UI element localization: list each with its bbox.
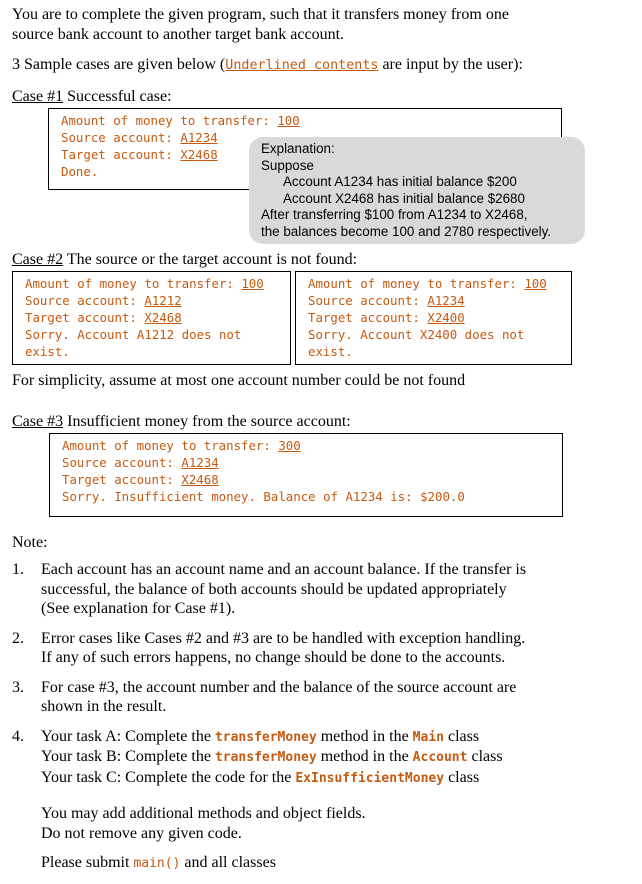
- note-item: 3. For case #3, the account number and the balance of the source account are shown in the result.: [12, 678, 517, 715]
- case2-title-text: The source or the target account is not found:: [63, 251, 358, 268]
- case3-console: [49, 433, 563, 517]
- case1-title: [12, 88, 172, 106]
- explanation-line: Account A1234 has initial balance $200: [283, 174, 517, 190]
- console-line: Source account: A1234: [308, 293, 465, 308]
- explanation-line: Account X2468 has initial balance $2680: [283, 190, 525, 206]
- note-list: [12, 560, 632, 884]
- intro-line-2: source bank account to another target bank account.: [12, 26, 345, 43]
- case1-label: Case #1: [12, 88, 64, 105]
- task-c: Your task C: Complete the code for the ExInsufficientMoney class: [41, 768, 480, 786]
- note-item: 2. Error cases like Cases #2 and #3 are to be handled with exception handling. If any of such errors happens, no change should be done to the accounts.: [12, 629, 526, 666]
- sample-prefix: 3 Sample cases are given below (: [12, 56, 226, 73]
- case2-console-left: [12, 271, 291, 365]
- explanation-line: the balances become 100 and 2780 respectively.: [261, 223, 552, 239]
- underlined-example: Underlined contents: [225, 58, 379, 73]
- console-line: Sorry. Account A1212 does not: [25, 327, 242, 342]
- intro-line-1: You are to complete the given program, such that it transfers money from one: [12, 6, 509, 23]
- console-line: Amount of money to transfer: 100: [308, 276, 547, 291]
- console-line: Amount of money to transfer: 100: [61, 113, 300, 128]
- explanation-suppose: Suppose: [261, 157, 314, 173]
- console-line: Target account: X2400: [308, 310, 465, 325]
- console-line: Source account: A1212: [25, 293, 182, 308]
- case1-title-text: Successful case:: [63, 88, 172, 105]
- explanation-title: Explanation:: [261, 141, 335, 156]
- console-line: Source account: A1234: [62, 455, 219, 470]
- console-line: Done.: [61, 164, 99, 179]
- extra-line: Do not remove any given code.: [41, 824, 242, 842]
- case2-title: [12, 251, 357, 269]
- note-heading: Note:: [12, 534, 48, 551]
- console-line: Source account: A1234: [61, 130, 218, 145]
- case2-footnote: For simplicity, assume at most one account number could be not found: [12, 372, 466, 389]
- task-a: Your task A: Complete the transferMoney method in the Main class: [41, 727, 480, 745]
- case2-console-right: [295, 271, 572, 365]
- console-line: Amount of money to transfer: 100: [25, 276, 264, 291]
- case3-title-text: Insufficient money from the source account:: [63, 413, 351, 430]
- console-line: exist.: [308, 344, 353, 359]
- note-item: 4. Your task A: Complete the transferMoney method in the Main class Your task B: Complete the transferMoney method in the Account class Your task C: Complete the code for the ExInsufficientMoney class You may add additional methods and object fields. Do not remove any given code. Please submit main() and all classes: [12, 727, 632, 874]
- task-b: Your task B: Complete the transferMoney method in the Account class: [41, 748, 503, 765]
- console-line: Target account: X2468: [62, 472, 219, 487]
- explanation-callout: [249, 137, 585, 244]
- console-line: Amount of money to transfer: 300: [62, 438, 301, 453]
- case3-title: [12, 413, 351, 431]
- case2-label: Case #2: [12, 251, 64, 268]
- sample-cases-line: [12, 56, 523, 74]
- submit-line: Please submit main() and all classes: [41, 854, 276, 871]
- console-line: exist.: [25, 344, 70, 359]
- note-item: 1. Each account has an account name and an account balance. If the transfer is successful, the balance of both accounts should be updated appropriately (See explanation for Case #1).: [12, 561, 527, 617]
- extra-line: You may add additional methods and object fields.: [41, 805, 366, 822]
- intro-text: [12, 5, 509, 45]
- sample-suffix: are input by the user):: [378, 56, 523, 73]
- console-line: Target account: X2468: [61, 147, 218, 162]
- console-line: Sorry. Insufficient money. Balance of A1234 is: $200.0: [62, 489, 465, 504]
- case3-label: Case #3: [12, 413, 64, 430]
- explanation-line: After transferring $100 from A1234 to X2468,: [261, 207, 528, 223]
- console-line: Target account: X2468: [25, 310, 182, 325]
- console-line: Sorry. Account X2400 does not: [308, 327, 525, 342]
